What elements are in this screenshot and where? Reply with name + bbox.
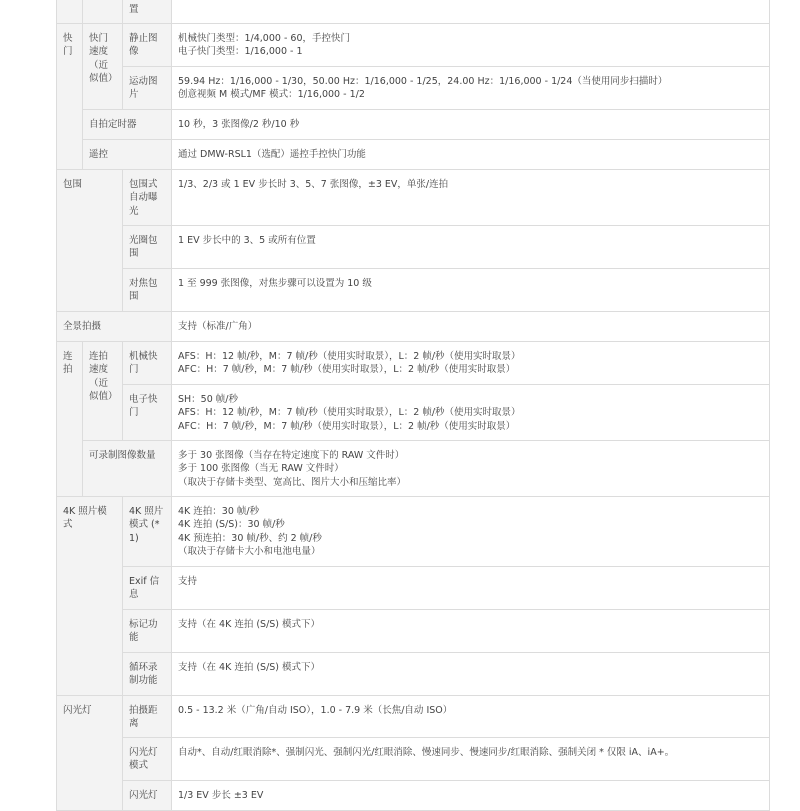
table-row [57,609,770,652]
table-row [57,440,770,496]
electronic-shutter-label: 电子快门 [123,384,172,440]
recordable-images-value: 多于 30 张图像（当存在特定速度下的 RAW 文件时） 多于 100 张图像（当无 RAW 文件时） （取决于存储卡类型、宽高比、图片大小和压缩比率） [172,440,770,496]
mechanical-shutter-value: AFS：H：12 帧/秒，M：7 帧/秒（使用实时取景），L：2 帧/秒（使用实时取景） AFC：H：7 帧/秒，M：7 帧/秒（使用实时取景），L：2 帧/秒（使用实时取景） [172,341,770,384]
flash-range-value: 0.5 - 13.2 米（广角/自动 ISO），1.0 - 7.9 米（长焦/自动 ISO） [172,695,770,737]
exif-label: Exif 信息 [123,566,172,609]
focus-bracket-value: 1 至 999 张图像，对焦步骤可以设置为 10 级 [172,268,770,311]
flash-label: 闪光灯 [57,695,123,810]
row-stub-label: 置 [123,0,172,23]
flash-mode-label: 闪光灯模式 [123,737,172,780]
table-row [57,268,770,311]
mechanical-shutter-label: 机械快门 [123,341,172,384]
table-row [57,695,770,737]
table-row [57,23,770,66]
table-row [57,139,770,169]
loop-recording-value: 支持（在 4K 连拍 (S/S) 模式下） [172,652,770,695]
motion-picture-label: 运动图片 [123,66,172,109]
table-row [57,780,770,810]
recordable-images-label: 可录制图像数量 [83,440,172,496]
table-row [57,652,770,695]
shutter-label: 快门 [57,23,83,169]
loop-recording-label: 循环录制功能 [123,652,172,695]
panorama-value: 支持（标准/广角） [172,311,770,341]
table-row [57,311,770,341]
flash-comp-value: 1/3 EV 步长 ±3 EV [172,780,770,810]
table-row [57,341,770,384]
auto-bracket-value: 1/3、2/3 或 1 EV 步长时 3、5、7 张图像，±3 EV，单张/连拍 [172,169,770,225]
flash-comp-label: 闪光灯 [123,780,172,810]
spec-table-wrapper [56,0,769,811]
table-row [57,0,770,23]
flash-range-label: 拍摄距离 [123,695,172,737]
table-row [57,169,770,225]
aperture-bracket-label: 光圈包围 [123,225,172,268]
auto-bracket-label: 包围式自动曝光 [123,169,172,225]
self-timer-value: 10 秒，3 张图像/2 秒/10 秒 [172,109,770,139]
table-row [57,496,770,566]
table-row [57,384,770,440]
remote-value: 通过 DMW-RSL1（选配）遥控手控快门功能 [172,139,770,169]
table-row [57,66,770,109]
remote-label: 遥控 [83,139,172,169]
table-row [57,109,770,139]
spec-table [56,0,770,811]
marker-label: 标记功能 [123,609,172,652]
still-image-value: 机械快门类型：1/4,000 - 60，手控快门 电子快门类型：1/16,000 - 1 [172,23,770,66]
burst-speed-label: 连拍速度（近似值） [83,341,123,440]
photo-4k-label: 4K 照片模式 [57,496,123,695]
electronic-shutter-value: SH：50 帧/秒 AFS：H：12 帧/秒，M：7 帧/秒（使用实时取景），L：2 帧/秒（使用实时取景） AFC：H：7 帧/秒，M：7 帧/秒（使用实时取景），L：2 帧/秒（使用实时取景） [172,384,770,440]
still-image-label: 静止图像 [123,23,172,66]
aperture-bracket-value: 1 EV 步长中的 3、5 或所有位置 [172,225,770,268]
burst-label: 连拍 [57,341,83,496]
panorama-label: 全景拍摄 [57,311,172,341]
marker-value: 支持（在 4K 连拍 (S/S) 模式下） [172,609,770,652]
flash-mode-value: 自动*、自动/红眼消除*、强制闪光、强制闪光/红眼消除、慢速同步、慢速同步/红眼消除、强制关闭 * 仅限 iA、iA+。 [172,737,770,780]
photo-4k-mode-value: 4K 连拍：30 帧/秒 4K 连拍 (S/S)：30 帧/秒 4K 预连拍：30 帧/秒、约 2 帧/秒 （取决于存储卡大小和电池电量） [172,496,770,566]
focus-bracket-label: 对焦包围 [123,268,172,311]
self-timer-label: 自拍定时器 [83,109,172,139]
photo-4k-mode-label: 4K 照片模式 (*1) [123,496,172,566]
table-row [57,566,770,609]
motion-picture-value: 59.94 Hz：1/16,000 - 1/30，50.00 Hz：1/16,000 - 1/25，24.00 Hz：1/16,000 - 1/24（当使用同步扫描时） 创意视频 M 模式/MF 模式：1/16,000 - 1/2 [172,66,770,109]
table-row [57,737,770,780]
table-row [57,225,770,268]
exif-value: 支持 [172,566,770,609]
bracket-label: 包围 [57,169,123,311]
shutter-speed-label: 快门速度（近似值） [83,23,123,109]
